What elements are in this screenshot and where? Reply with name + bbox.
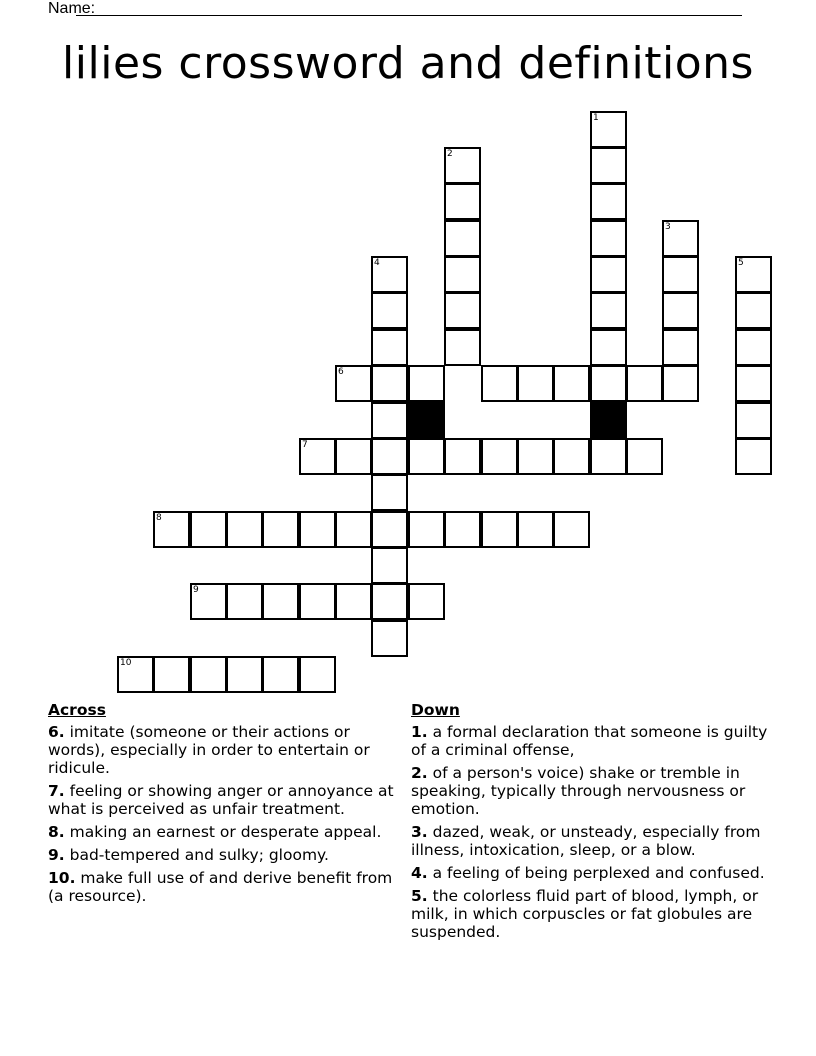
answer-square[interactable]	[590, 220, 627, 257]
answer-square[interactable]	[444, 220, 481, 257]
clue-number-label: 5	[738, 258, 744, 268]
answer-square[interactable]	[371, 365, 408, 402]
answer-square[interactable]	[299, 583, 336, 620]
answer-square[interactable]	[735, 256, 772, 293]
clue-number-label: 7	[302, 440, 308, 450]
across-clue-10	[48, 869, 396, 905]
answer-square[interactable]	[590, 147, 627, 184]
down-heading: Down	[411, 701, 460, 719]
answer-square[interactable]	[371, 438, 408, 475]
answer-square[interactable]	[190, 583, 227, 620]
clue-number-label: 1	[593, 113, 599, 123]
clue-number: 6.	[48, 723, 65, 741]
clue-number-label: 9	[193, 585, 199, 595]
clue-number: 5.	[411, 887, 428, 905]
answer-square[interactable]	[626, 438, 663, 475]
answer-square[interactable]	[371, 329, 408, 366]
answer-square[interactable]	[662, 220, 699, 257]
answer-square[interactable]	[553, 511, 590, 548]
clue-text: making an earnest or desperate appeal.	[64, 823, 382, 841]
answer-square[interactable]	[517, 511, 554, 548]
answer-square[interactable]	[371, 547, 408, 584]
clue-text: the colorless fluid part of blood, lymph, or milk, in which corpuscles or fat globules are suspended.	[411, 887, 759, 941]
answer-square[interactable]	[662, 365, 699, 402]
clue-number-label: 8	[156, 513, 162, 523]
answer-square[interactable]	[517, 438, 554, 475]
answer-square[interactable]	[553, 365, 590, 402]
down-clue-2	[411, 764, 771, 818]
answer-square[interactable]	[590, 292, 627, 329]
answer-square[interactable]	[262, 583, 299, 620]
answer-square[interactable]	[481, 365, 518, 402]
answer-square[interactable]	[299, 438, 336, 475]
answer-square[interactable]	[662, 292, 699, 329]
answer-square[interactable]	[371, 620, 408, 657]
answer-square[interactable]	[335, 583, 372, 620]
answer-square[interactable]	[735, 402, 772, 439]
answer-square[interactable]	[590, 365, 627, 402]
answer-square[interactable]	[226, 583, 263, 620]
answer-square[interactable]	[408, 583, 445, 620]
clue-number: 1.	[411, 723, 428, 741]
clue-text: imitate (someone or their actions or words), especially in order to entertain or ridicule.	[48, 723, 370, 777]
answer-square[interactable]	[190, 511, 227, 548]
answer-square[interactable]	[735, 292, 772, 329]
answer-square[interactable]	[299, 656, 336, 693]
across-clues	[48, 701, 396, 910]
answer-square[interactable]	[335, 365, 372, 402]
across-clue-6	[48, 723, 396, 777]
answer-square[interactable]	[371, 474, 408, 511]
clue-text: of a person's voice) shake or tremble in speaking, typically through nervousness or emotion.	[411, 764, 746, 818]
answer-square[interactable]	[262, 511, 299, 548]
page-title: lilies crossword and definitions	[62, 38, 754, 89]
answer-square[interactable]	[262, 656, 299, 693]
down-clue-5	[411, 887, 771, 941]
answer-square[interactable]	[662, 256, 699, 293]
answer-square[interactable]	[408, 365, 445, 402]
across-clue-9	[48, 846, 396, 864]
answer-square[interactable]	[335, 438, 372, 475]
answer-square[interactable]	[444, 511, 481, 548]
answer-square[interactable]	[444, 292, 481, 329]
clue-text: make full use of and derive benefit from (a resource).	[48, 869, 393, 905]
clue-text: feeling or showing anger or annoyance at what is perceived as unfair treatment.	[48, 782, 394, 818]
down-clue-1	[411, 723, 771, 759]
answer-square[interactable]	[590, 438, 627, 475]
black-square	[408, 402, 445, 439]
answer-square[interactable]	[444, 183, 481, 220]
answer-square[interactable]	[117, 656, 154, 693]
answer-square[interactable]	[408, 511, 445, 548]
down-clues	[411, 701, 771, 946]
down-clue-4	[411, 864, 771, 882]
answer-square[interactable]	[226, 656, 263, 693]
answer-square[interactable]	[735, 365, 772, 402]
clue-number: 8.	[48, 823, 65, 841]
answer-square[interactable]	[444, 329, 481, 366]
clue-number-label: 2	[447, 149, 453, 159]
answer-square[interactable]	[153, 656, 190, 693]
answer-square[interactable]	[444, 438, 481, 475]
answer-square[interactable]	[590, 183, 627, 220]
across-clue-7	[48, 782, 396, 818]
answer-square[interactable]	[444, 256, 481, 293]
clue-text: a feeling of being perplexed and confused.	[427, 864, 765, 882]
black-square	[590, 402, 627, 439]
clue-number: 4.	[411, 864, 428, 882]
answer-square[interactable]	[662, 329, 699, 366]
answer-square[interactable]	[444, 147, 481, 184]
across-heading: Across	[48, 701, 106, 719]
answer-square[interactable]	[481, 438, 518, 475]
answer-square[interactable]	[371, 292, 408, 329]
name-label: Name:	[48, 0, 96, 17]
answer-square[interactable]	[190, 656, 227, 693]
answer-square[interactable]	[299, 511, 336, 548]
answer-square[interactable]	[590, 329, 627, 366]
answer-square[interactable]	[335, 511, 372, 548]
answer-square[interactable]	[153, 511, 190, 548]
clue-text: dazed, weak, or unsteady, especially from illness, intoxication, sleep, or a blow.	[411, 823, 761, 859]
answer-square[interactable]	[226, 511, 263, 548]
answer-square[interactable]	[408, 438, 445, 475]
answer-square[interactable]	[481, 511, 518, 548]
clue-number: 7.	[48, 782, 65, 800]
answer-square[interactable]	[626, 365, 663, 402]
clue-number-label: 4	[374, 258, 380, 268]
clue-number-label: 6	[338, 367, 344, 377]
answer-square[interactable]	[590, 256, 627, 293]
answer-square[interactable]	[517, 365, 554, 402]
answer-square[interactable]	[735, 438, 772, 475]
answer-square[interactable]	[590, 111, 627, 148]
answer-square[interactable]	[371, 583, 408, 620]
clue-number: 2.	[411, 764, 428, 782]
clue-number-label: 3	[665, 222, 671, 232]
clue-number: 3.	[411, 823, 428, 841]
answer-square[interactable]	[371, 402, 408, 439]
clue-text: a formal declaration that someone is guilty of a criminal offense,	[411, 723, 768, 759]
across-clue-8	[48, 823, 396, 841]
answer-square[interactable]	[371, 511, 408, 548]
clue-number: 10.	[48, 869, 76, 887]
answer-square[interactable]	[553, 438, 590, 475]
clue-number: 9.	[48, 846, 65, 864]
answer-square[interactable]	[371, 256, 408, 293]
down-clue-3	[411, 823, 771, 859]
clue-text: bad-tempered and sulky; gloomy.	[64, 846, 329, 864]
answer-square[interactable]	[735, 329, 772, 366]
clue-number-label: 10	[120, 658, 132, 668]
